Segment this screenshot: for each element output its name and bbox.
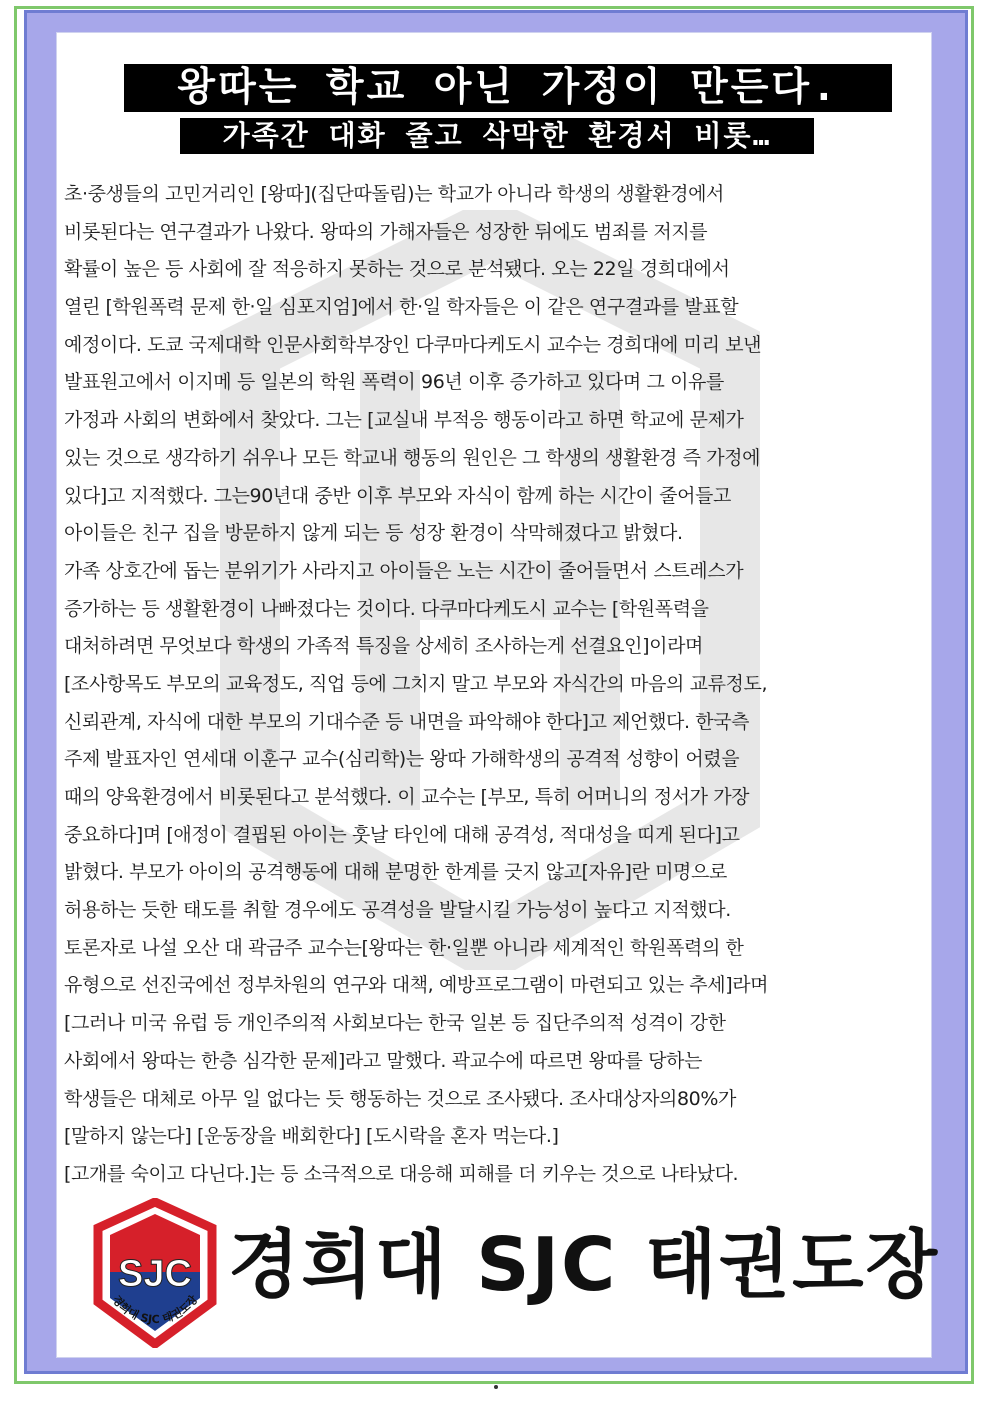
article-line: 있는 것으로 생각하기 쉬우나 모든 학교내 행동의 원인은 그 학생의 생활환경 즉 가정에 [64, 446, 761, 469]
article-line: 학생들은 대체로 아무 일 없다는 듯 행동하는 것으로 조사됐다. 조사대상자의80%가 [64, 1087, 736, 1110]
article-body [64, 176, 924, 1194]
article-line: 신뢰관계, 자식에 대한 부모의 기대수준 등 내면을 파악해야 한다]고 제언했다. 한국측 [64, 710, 750, 733]
article-line: 허용하는 듯한 태도를 취할 경우에도 공격성을 발달시킬 가능성이 높다고 지적했다. [64, 899, 731, 922]
article-line: 아이들은 친구 집을 방문하지 않게 되는 등 성장 환경이 삭막해졌다고 밝혔다. [64, 522, 683, 545]
article-line: 토론자로 나설 오산 대 곽금주 교수는[왕따는 한·일뿐 아니라 세계적인 학원폭력의 한 [64, 936, 744, 959]
article-line: 가정과 사회의 변화에서 찾았다. 그는 [교실내 부적응 행동이라고 하면 학교에 문제가 [64, 409, 744, 432]
article-line: 대처하려면 무엇보다 학생의 가족적 특징을 상세히 조사하는게 선결요인]이라며 [64, 635, 703, 658]
article-line: 사회에서 왕따는 한층 심각한 문제]라고 말했다. 곽교수에 따르면 왕따를 당하는 [64, 1049, 702, 1072]
article-line: 증가하는 등 생활환경이 나빠졌다는 것이다. 다쿠마다케도시 교수는 [학원폭력을 [64, 597, 709, 620]
article-line: 발표원고에서 이지메 등 일본의 학원 폭력이 96년 이후 증가하고 있다며 그 이유를 [64, 371, 724, 394]
logo-ring-text: 경희대 SJC 태권도장 [109, 1292, 201, 1326]
page-dot [494, 1385, 498, 1389]
article-line: 가족 상호간에 돕는 분위기가 사라지고 아이들은 노는 시간이 줄어들면서 스트레스가 [64, 559, 744, 582]
article-line: 유형으로 선진국에선 정부차원의 연구와 대책, 예방프로그램이 마련되고 있는 추세]라며 [64, 974, 769, 997]
headline: 왕따는 학교 아닌 가정이 만든다. [124, 64, 892, 112]
article-line: 열린 [학원폭력 문제 한·일 심포지엄]에서 한·일 학자들은 이 같은 연구결과를 발표할 [64, 296, 739, 319]
article-line: [그러나 미국 유럽 등 개인주의적 사회보다는 한국 일본 등 집단주의적 성격이 강한 [64, 1012, 726, 1035]
article-line: 비롯된다는 연구결과가 나왔다. 왕따의 가해자들은 성장한 뒤에도 범죄를 저지를 [64, 220, 708, 243]
article-line: [말하지 않는다] [운동장을 배회한다] [도시락을 혼자 먹는다.] [64, 1125, 559, 1148]
article-line: 확률이 높은 등 사회에 잘 적응하지 못하는 것으로 분석됐다. 오는 22일 경희대에서 [64, 258, 730, 281]
footer-title: 경희대 SJC 태권도장 [228, 1222, 940, 1308]
article-line: 중요하다]며 [애정이 결핍된 아이는 훗날 타인에 대해 공격성, 적대성을 띠게 된다]고 [64, 823, 740, 846]
article-line: 밝혔다. 부모가 아이의 공격행동에 대해 분명한 한계를 긋지 않고[자유]란 미명으로 [64, 861, 727, 884]
sjc-logo-icon [90, 1198, 220, 1348]
logo-letters: SJC [118, 1253, 192, 1295]
article-line: 주제 발표자인 연세대 이훈구 교수(심리학)는 왕따 가해학생의 공격적 성향이 어렸을 [64, 748, 740, 771]
article-line: 초·중생들의 고민거리인 [왕따](집단따돌림)는 학교가 아니라 학생의 생활환경에서 [64, 183, 725, 205]
article-line: [고개를 숙이고 다닌다.]는 등 소극적으로 대응해 피해를 더 키우는 것으로 나타났다. [64, 1162, 739, 1185]
article-line: 예정이다. 도쿄 국제대학 인문사회학부장인 다쿠마다케도시 교수는 경희대에 미리 보낸 [64, 333, 762, 356]
subheadline: 가족간 대화 줄고 삭막한 환경서 비롯… [180, 118, 814, 154]
article-line: [조사항목도 부모의 교육정도, 직업 등에 그치지 말고 부모와 자식간의 마음의 교류정도, [64, 672, 768, 695]
article-line: 때의 양육환경에서 비롯된다고 분석했다. 이 교수는 [부모, 특히 어머니의 정서가 가장 [64, 786, 750, 808]
article-line: 있다]고 지적했다. 그는90년대 중반 이후 부모와 자식이 함께 하는 시간이 줄어들고 [64, 484, 731, 507]
